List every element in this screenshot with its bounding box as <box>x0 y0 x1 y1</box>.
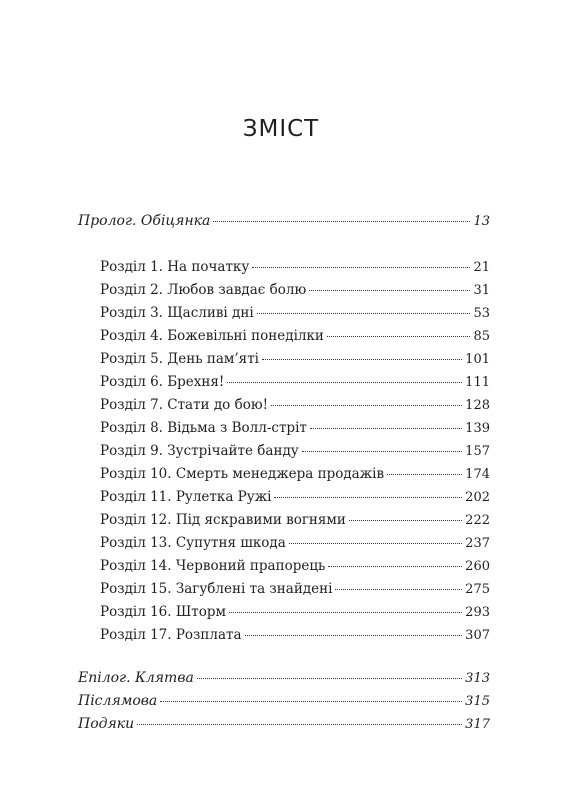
toc-leader-dots <box>387 474 462 475</box>
toc-leader-dots <box>252 267 470 268</box>
toc-entry-acknowledgements[interactable] <box>78 715 490 734</box>
toc-leader-dots <box>213 221 470 222</box>
toc-entry-label: Розділ 16. Шторм <box>100 604 226 620</box>
toc-entry-chapter-4[interactable] <box>100 327 490 346</box>
toc-entry-page: 157 <box>465 444 490 459</box>
toc-entry-page: 237 <box>465 536 490 551</box>
toc-entry-page: 222 <box>465 513 490 528</box>
toc-entry-page: 275 <box>465 582 490 597</box>
toc-entry-label: Розділ 17. Розплата <box>100 627 242 643</box>
toc-leader-dots <box>327 336 471 337</box>
toc-entry-label: Розділ 8. Відьма з Волл-стріт <box>100 420 307 436</box>
toc-entry-page: 317 <box>465 717 490 732</box>
toc-entry-page: 101 <box>465 352 490 367</box>
toc-entry-chapter-16[interactable] <box>100 603 490 622</box>
toc-entry-label: Розділ 4. Божевільні понеділки <box>100 328 324 344</box>
toc-leader-dots <box>302 451 462 452</box>
toc-entry-page: 85 <box>473 329 490 344</box>
toc-entry-chapter-11[interactable] <box>100 488 490 507</box>
toc-entry-page: 139 <box>465 421 490 436</box>
toc-entry-label: Пролог. Обіцянка <box>78 213 211 229</box>
toc-entry-label: Подяки <box>78 716 135 732</box>
page-title: ЗМІСТ <box>242 116 320 142</box>
toc-leader-dots <box>229 612 462 613</box>
toc-leader-dots <box>262 359 462 360</box>
toc-entry-page: 315 <box>465 694 490 709</box>
toc-entry-page: 128 <box>465 398 490 413</box>
toc-entry-chapter-15[interactable] <box>100 580 490 599</box>
toc-entry-chapter-3[interactable] <box>100 304 490 323</box>
toc-entry-chapter-7[interactable] <box>100 396 490 415</box>
toc-leader-dots <box>335 589 462 590</box>
toc-leader-dots <box>271 405 462 406</box>
toc-leader-dots <box>197 678 462 679</box>
toc-entry-chapter-14[interactable] <box>100 557 490 576</box>
toc-entry-chapter-10[interactable] <box>100 465 490 484</box>
toc-entry-label: Розділ 10. Смерть менеджера продажів <box>100 466 385 482</box>
toc-entry-label: Розділ 13. Супутня шкода <box>100 535 286 551</box>
toc-entry-page: 307 <box>465 628 490 643</box>
toc-entry-label: Розділ 2. Любов завдає болю <box>100 282 307 298</box>
toc-entry-label: Розділ 14. Червоний прапорець <box>100 558 326 574</box>
toc-entry-chapter-6[interactable] <box>100 373 490 392</box>
toc-entry-label: Розділ 1. На початку <box>100 259 250 275</box>
toc-entry-chapter-9[interactable] <box>100 442 490 461</box>
toc-entry-label: Розділ 7. Стати до бою! <box>100 397 269 413</box>
toc-entry-page: 260 <box>465 559 490 574</box>
toc-leader-dots <box>274 497 462 498</box>
toc-entry-chapter-2[interactable] <box>100 281 490 300</box>
toc-leader-dots <box>328 566 462 567</box>
toc-entry-label: Післямова <box>78 693 158 709</box>
toc-entry-page: 53 <box>473 306 490 321</box>
toc-entry-label: Розділ 12. Під яскравими вогнями <box>100 512 346 528</box>
toc-leader-dots <box>349 520 462 521</box>
toc-entry-chapter-8[interactable] <box>100 419 490 438</box>
toc-entry-label: Розділ 9. Зустрічайте банду <box>100 443 299 459</box>
toc-entry-page: 293 <box>465 605 490 620</box>
toc-entry-page: 174 <box>465 467 490 482</box>
toc-entry-prologue[interactable] <box>78 212 490 231</box>
toc-entry-page: 21 <box>473 260 490 275</box>
toc-entry-label: Розділ 6. Брехня! <box>100 374 225 390</box>
toc-leader-dots <box>245 635 463 636</box>
toc-entry-page: 202 <box>465 490 490 505</box>
toc-entry-label: Розділ 5. День пам’яті <box>100 351 259 367</box>
toc-entry-page: 31 <box>473 283 490 298</box>
toc-leader-dots <box>289 543 462 544</box>
toc-leader-dots <box>310 428 462 429</box>
toc-entry-chapter-5[interactable] <box>100 350 490 369</box>
toc-entry-epilogue[interactable] <box>78 669 490 688</box>
toc-entry-page: 313 <box>465 671 490 686</box>
toc-entry-chapter-1[interactable] <box>100 258 490 277</box>
toc-entry-chapter-13[interactable] <box>100 534 490 553</box>
toc-leader-dots <box>137 724 462 725</box>
toc-entry-label: Розділ 15. Загублені та знайдені <box>100 581 333 597</box>
toc-entry-page: 111 <box>465 375 490 390</box>
toc-entry-label: Розділ 3. Щасливі дні <box>100 305 254 321</box>
toc-leader-dots <box>309 290 470 291</box>
toc-entry-chapter-17[interactable] <box>100 626 490 645</box>
toc-entry-page: 13 <box>473 214 490 229</box>
toc-entry-label: Розділ 11. Рулетка Ружі <box>100 489 272 505</box>
toc-entry-chapter-12[interactable] <box>100 511 490 530</box>
toc-leader-dots <box>160 701 462 702</box>
toc-leader-dots <box>257 313 471 314</box>
toc-entry-afterword[interactable] <box>78 692 490 711</box>
toc-entry-label: Епілог. Клятва <box>78 670 194 686</box>
toc-leader-dots <box>227 382 462 383</box>
